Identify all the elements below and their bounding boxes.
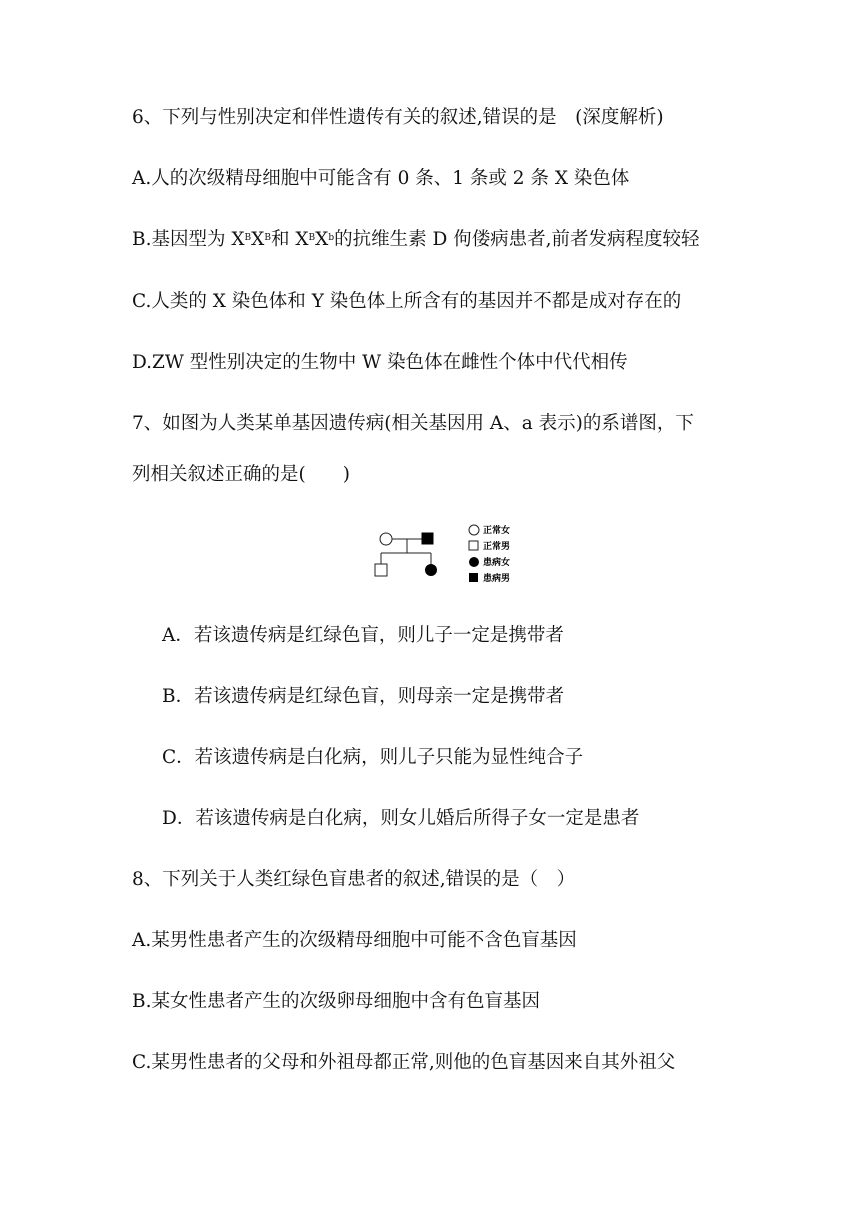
legend-affected-male-label: 患病男 xyxy=(483,574,511,584)
q6-b-text-5: 的抗维生素 D 佝偻病患者,前者发病程度较轻 xyxy=(334,229,700,250)
q6-option-c: C.人类的 X 染色体和 Y 染色体上所含有的基因并不都是成对存在的 xyxy=(132,291,682,312)
q6-b-text-4: X xyxy=(315,229,329,250)
q8-option-a: A.某男性患者产生的次级精母细胞中可能不含色盲基因 xyxy=(132,930,577,951)
q6-b-sup-4: b xyxy=(328,233,335,243)
mother-normal-female xyxy=(380,533,392,545)
legend-affected-female-icon xyxy=(469,557,479,567)
q6-option-a: A.人的次级精母细胞中可能含有 0 条、1 条或 2 条 X 染色体 xyxy=(132,168,630,189)
daughter-affected-female xyxy=(425,564,437,576)
legend-normal-female-label: 正常女 xyxy=(483,526,511,536)
q6-option-b xyxy=(132,228,700,252)
q6-b-text-1: B.基因型为 X xyxy=(132,229,245,250)
legend-affected-male-icon xyxy=(469,573,478,582)
q7-option-b: B．若该遗传病是红绿色盲，则母亲一定是携带者 xyxy=(162,686,565,707)
legend-normal-male-label: 正常男 xyxy=(483,542,511,552)
q6-b-text-2: X xyxy=(251,229,265,250)
legend-normal-male-icon xyxy=(469,541,478,550)
q8-option-c: C.某男性患者的父母和外祖母都正常,则他的色盲基因来自其外祖父 xyxy=(132,1052,676,1073)
q6-stem: 6、下列与性别决定和伴性遗传有关的叙述,错误的是 (深度解析) xyxy=(132,107,664,128)
q7-stem-line-2: 列相关叙述正确的是( ) xyxy=(132,464,350,485)
q7-stem-line-1: 7、如图为人类某单基因遗传病(相关基因用 A、a 表示)的系谱图，下 xyxy=(132,413,694,434)
q6-option-d: D.ZW 型性别决定的生物中 W 染色体在雌性个体中代代相传 xyxy=(132,352,628,373)
q8-stem: 8、下列关于人类红绿色盲患者的叙述,错误的是（ ） xyxy=(132,869,576,890)
q7-option-c: C．若该遗传病是白化病，则儿子只能为显性纯合子 xyxy=(162,747,584,768)
q7-option-a: A．若该遗传病是红绿色盲，则儿子一定是携带者 xyxy=(162,625,564,646)
q6-b-sup-3: B xyxy=(308,233,316,243)
legend-affected-female-label: 患病女 xyxy=(483,558,511,568)
q6-b-sup-1: B xyxy=(244,233,252,243)
son-normal-male xyxy=(375,564,387,576)
pedigree-chart xyxy=(364,520,534,586)
q7-option-d: D．若该遗传病是白化病，则女儿婚后所得子女一定是患者 xyxy=(162,808,640,829)
father-affected-male xyxy=(422,533,433,544)
q6-b-sup-2: B xyxy=(264,233,271,243)
legend-normal-female-icon xyxy=(469,525,479,535)
q8-option-b: B.某女性患者产生的次级卵母细胞中含有色盲基因 xyxy=(132,991,540,1012)
q6-b-text-3: 和 X xyxy=(270,229,309,250)
